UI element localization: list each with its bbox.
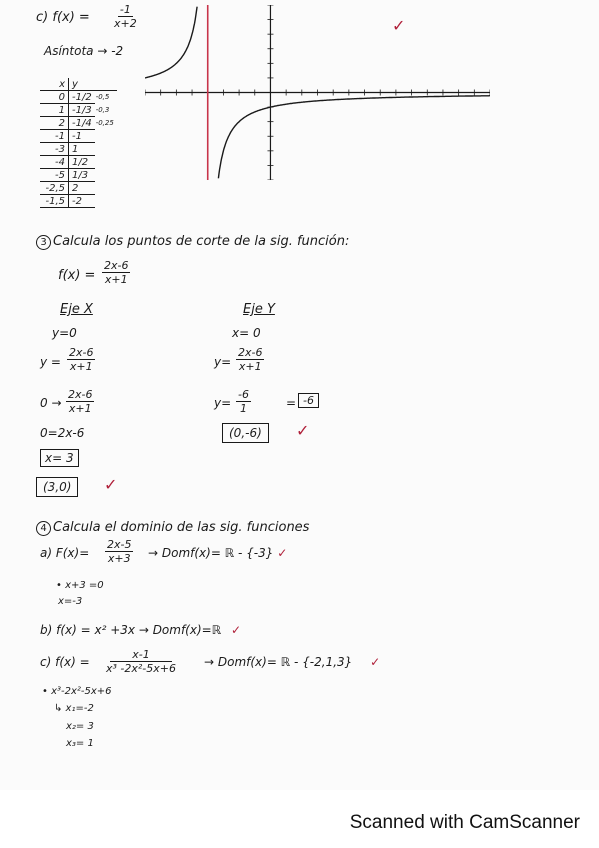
table-row: [40, 117, 117, 130]
table-cell-decimal: [95, 169, 117, 182]
table-row: [40, 91, 117, 104]
section-4a-fraction: $\frac{2x-5}{x+3}$: [107, 538, 132, 565]
asintota-text: Asíntota → -2: [44, 44, 124, 58]
eje-x-step1: y=0: [52, 326, 77, 340]
eje-y-result-box: -6: [298, 393, 319, 408]
section-4b: b) f(x) = x² +3x → Domf(x)=ℝ ✓: [40, 623, 242, 637]
table-cell-x: 1: [40, 104, 69, 117]
eje-x-step2-lhs: y =: [40, 355, 61, 369]
section-3-function: f(x) =: [58, 268, 96, 283]
table-cell-x: -1: [40, 130, 69, 143]
value-table: [40, 78, 117, 208]
eje-x-result-box: x= 3: [40, 449, 79, 467]
table-cell-y: -1: [69, 130, 95, 143]
check-mark: ✓: [104, 475, 118, 494]
table-cell-decimal: [95, 195, 117, 208]
table-cell-x: -1,5: [40, 195, 69, 208]
table-cell-y: -2: [69, 195, 95, 208]
table-row: [40, 169, 117, 182]
section-4c-work4: x₃= 1: [66, 738, 94, 749]
table-cell-decimal: -0,5: [95, 92, 110, 101]
table-row: [40, 104, 117, 117]
table-cell-decimal: [95, 143, 117, 156]
graph-axes: [145, 5, 490, 180]
section-4a-work2: x=-3: [58, 596, 83, 607]
value-table-header: [40, 78, 117, 91]
table-cell-y: 1/3: [69, 169, 95, 182]
part-c-label: c) f(x) =: [36, 10, 90, 25]
curve-right-branch: [218, 96, 490, 179]
table-cell-y: 1: [69, 143, 95, 156]
section-4-title: 4 Calcula el dominio de las sig. funciones: [36, 520, 309, 536]
table-cell-x: -4: [40, 156, 69, 169]
section-4c-domain: → Domf(x)= ℝ - {-2,1,3} ✓: [204, 655, 381, 669]
table-row: [40, 195, 117, 208]
eje-y-step1: x= 0: [232, 326, 261, 340]
check-mark: ✓: [231, 623, 242, 637]
eje-x-step4: 0=2x-6: [40, 426, 85, 440]
check-mark: ✓: [277, 546, 288, 560]
table-row: [40, 182, 117, 195]
table-cell-x: 2: [40, 117, 69, 130]
section-4a-label: a) F(x)=: [40, 546, 90, 560]
section-3-title: 3 Calcula los puntos de corte de la sig. función:: [36, 234, 349, 250]
table-cell-y: 1/2: [69, 156, 95, 169]
eje-y-point-box: (0,-6): [222, 423, 269, 443]
table-cell-y: -1/2: [69, 91, 95, 104]
eje-y-step3-lhs: y=: [214, 396, 232, 410]
check-mark: ✓: [296, 421, 310, 440]
table-header-y: y: [69, 78, 95, 91]
section-4c-work2: ↳ x₁=-2: [54, 703, 94, 714]
eje-x-step3-lhs: 0 →: [40, 396, 62, 410]
section-4a-work1: • x+3 =0: [56, 580, 104, 591]
part-c-fraction: $\frac{-1}{x+2}$: [114, 3, 137, 30]
eje-y-step2-fraction: $\frac{2x-6}{x+1}$: [238, 346, 263, 373]
table-header-x: x: [40, 78, 69, 91]
table-cell-x: -3: [40, 143, 69, 156]
check-mark: ✓: [392, 16, 406, 35]
eje-x-step2-fraction: $\frac{2x-6}{x+1}$: [69, 346, 94, 373]
eje-x-step3-fraction: $\frac{2x-6}{x+1}$: [68, 388, 93, 415]
eje-x-point-box: (3,0): [36, 477, 78, 497]
table-cell-decimal: [95, 130, 117, 143]
section-3-fraction: $\frac{2x-6}{x+1}$: [104, 259, 129, 286]
table-row: [40, 130, 117, 143]
footer-watermark: Scanned with CamScanner: [349, 812, 580, 833]
section-4c-work1: • x³-2x²-5x+6: [42, 686, 112, 697]
section-4a-domain: → Domf(x)= ℝ - {-3} ✓: [148, 546, 288, 560]
curve-left-branch: [145, 7, 197, 78]
table-cell-decimal: [95, 182, 117, 195]
eje-y-step3-eq: =: [286, 396, 297, 410]
table-cell-y: -1/3: [69, 104, 95, 117]
eje-x-heading: Eje X: [60, 302, 93, 317]
function-graph: [145, 5, 490, 180]
table-row: [40, 156, 117, 169]
eje-y-heading: Eje Y: [243, 302, 275, 317]
table-cell-y: -1/4: [69, 117, 95, 130]
table-cell-decimal: -0,25: [95, 118, 114, 127]
eje-y-step2-lhs: y=: [214, 355, 232, 369]
table-cell-y: 2: [69, 182, 95, 195]
eje-y-step3-fraction: $\frac{-6}{1}$: [238, 388, 249, 415]
section-4c-work3: x₂= 3: [66, 721, 94, 732]
check-mark: ✓: [370, 655, 381, 669]
table-row: [40, 143, 117, 156]
table-cell-x: -5: [40, 169, 69, 182]
table-cell-x: -2,5: [40, 182, 69, 195]
table-cell-x: 0: [40, 91, 69, 104]
table-cell-decimal: [95, 156, 117, 169]
table-cell-decimal: -0,3: [95, 105, 110, 114]
section-4c-fraction: $\frac{x-1}{\text{x³ -2x²-5x+6}}$: [106, 648, 176, 675]
section-4c-label: c) f(x) =: [40, 655, 90, 669]
